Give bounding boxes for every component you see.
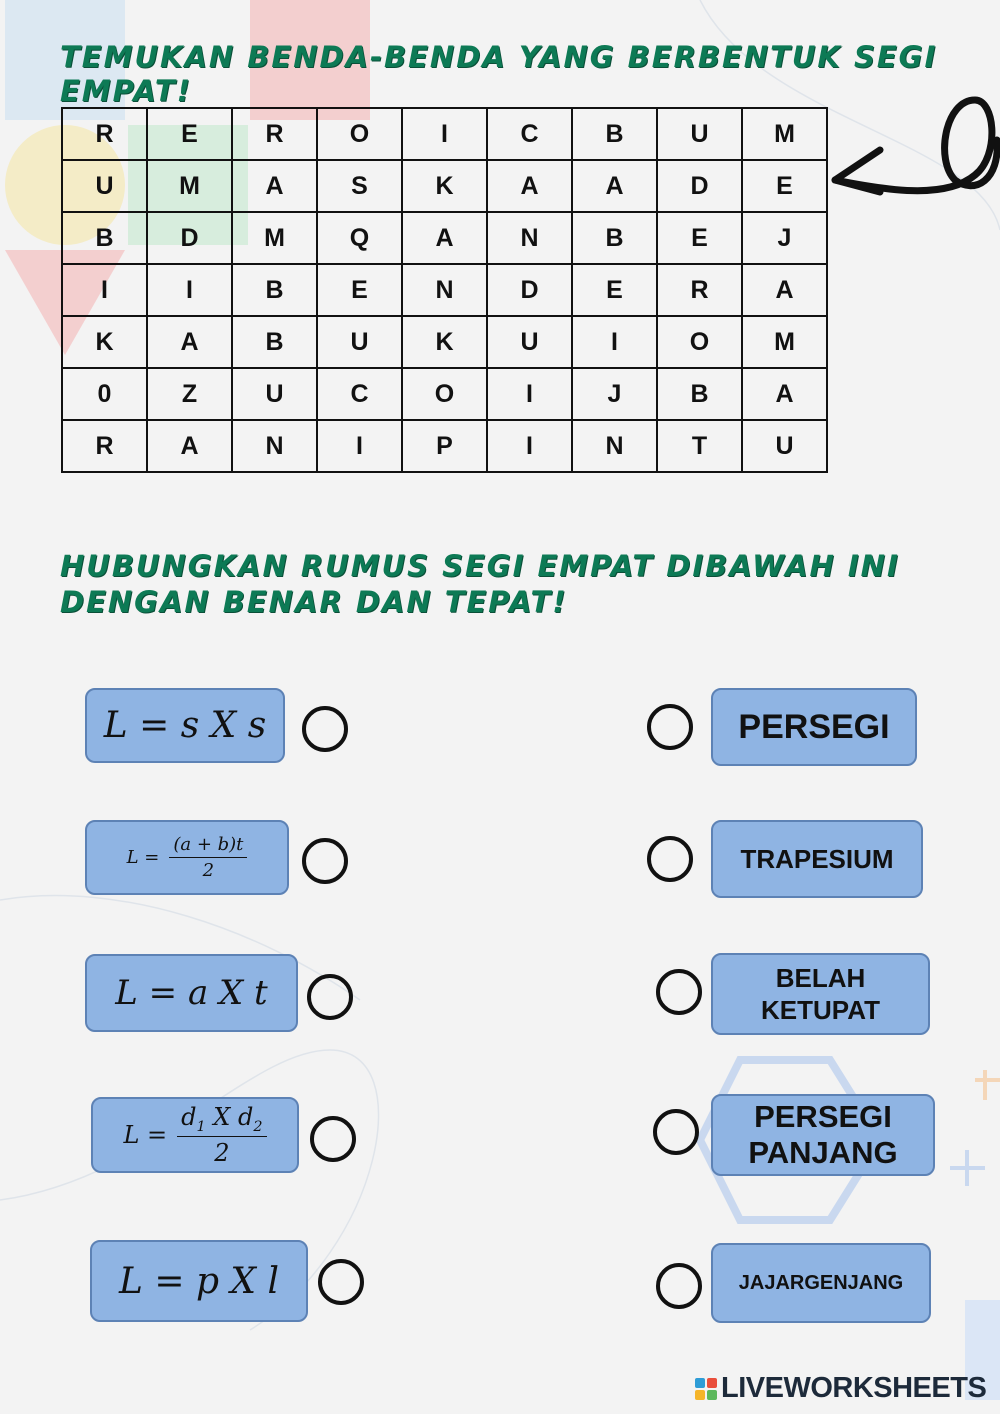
match-point-right-3[interactable] — [656, 969, 702, 1015]
grid-cell[interactable]: E — [657, 212, 742, 264]
shape-label-line-2: PANJANG — [748, 1135, 898, 1170]
grid-row — [62, 160, 827, 212]
grid-cell[interactable]: I — [317, 420, 402, 472]
grid-cell[interactable]: U — [317, 316, 402, 368]
grid-cell[interactable]: B — [232, 264, 317, 316]
grid-cell[interactable]: R — [232, 108, 317, 160]
formula-box-5 — [90, 1240, 308, 1322]
grid-cell[interactable]: B — [572, 108, 657, 160]
grid-cell[interactable]: D — [147, 212, 232, 264]
grid-cell[interactable]: M — [232, 212, 317, 264]
grid-cell[interactable]: R — [62, 420, 147, 472]
grid-cell[interactable]: S — [317, 160, 402, 212]
formula-box-1 — [85, 688, 285, 763]
grid-cell[interactable]: D — [487, 264, 572, 316]
grid-cell[interactable]: E — [742, 160, 827, 212]
grid-cell[interactable]: A — [742, 368, 827, 420]
grid-cell[interactable]: O — [317, 108, 402, 160]
formula-text: L = a X t — [115, 973, 268, 1013]
shape-box-persegi-panjang — [711, 1094, 935, 1176]
grid-cell[interactable]: A — [402, 212, 487, 264]
formula-numerator: (a + b)t — [169, 834, 247, 858]
match-point-right-5[interactable] — [656, 1263, 702, 1309]
shape-label-line-1: PERSEGI — [754, 1099, 892, 1134]
formula-box-2 — [85, 820, 289, 895]
grid-cell[interactable]: R — [62, 108, 147, 160]
match-point-left-1[interactable] — [302, 706, 348, 752]
grid-cell[interactable]: P — [402, 420, 487, 472]
formula-text: L = p X l — [118, 1260, 280, 1302]
grid-cell[interactable]: N — [232, 420, 317, 472]
grid-cell[interactable]: M — [742, 108, 827, 160]
grid-cell[interactable]: E — [317, 264, 402, 316]
grid-row — [62, 108, 827, 160]
grid-cell[interactable]: N — [572, 420, 657, 472]
grid-cell[interactable]: I — [487, 368, 572, 420]
grid-cell[interactable]: A — [742, 264, 827, 316]
grid-cell[interactable]: M — [742, 316, 827, 368]
liveworksheets-logo — [695, 1372, 986, 1405]
shape-box-jajargenjang — [711, 1243, 931, 1323]
grid-cell[interactable]: U — [62, 160, 147, 212]
formula-fraction — [169, 834, 247, 881]
grid-cell[interactable]: K — [402, 160, 487, 212]
grid-cell[interactable]: B — [572, 212, 657, 264]
match-point-left-5[interactable] — [318, 1259, 364, 1305]
shape-box-persegi — [711, 688, 917, 766]
word-search-grid — [61, 107, 828, 473]
grid-row — [62, 212, 827, 264]
grid-cell[interactable]: 0 — [62, 368, 147, 420]
grid-cell[interactable]: N — [402, 264, 487, 316]
formula-lhs: L = — [126, 847, 160, 868]
grid-cell[interactable]: J — [742, 212, 827, 264]
grid-cell[interactable]: I — [487, 420, 572, 472]
match-point-left-2[interactable] — [302, 838, 348, 884]
shape-box-trapesium — [711, 820, 923, 898]
page-title-matching: HUBUNGKAN RUMUS SEGI EMPAT DIBAWAH INI DENGAN BENAR DAN TEPAT! — [60, 549, 900, 619]
match-point-right-4[interactable] — [653, 1109, 699, 1155]
grid-cell[interactable]: A — [232, 160, 317, 212]
match-point-right-2[interactable] — [647, 836, 693, 882]
grid-cell[interactable]: U — [232, 368, 317, 420]
grid-cell[interactable]: A — [487, 160, 572, 212]
shape-label-line-1: BELAH — [775, 963, 866, 993]
grid-cell[interactable]: K — [402, 316, 487, 368]
grid-cell[interactable]: M — [147, 160, 232, 212]
grid-cell[interactable]: N — [487, 212, 572, 264]
grid-cell[interactable]: O — [657, 316, 742, 368]
grid-cell[interactable]: U — [657, 108, 742, 160]
grid-cell[interactable]: I — [572, 316, 657, 368]
grid-cell[interactable]: E — [147, 108, 232, 160]
formula-fraction — [177, 1103, 266, 1168]
formula-text: L = s X s — [103, 705, 267, 746]
shape-label: TRAPESIUM — [740, 843, 894, 874]
shape-label: PERSEGI — [738, 707, 890, 746]
grid-cell[interactable]: Z — [147, 368, 232, 420]
grid-cell[interactable]: U — [487, 316, 572, 368]
grid-cell[interactable]: R — [657, 264, 742, 316]
grid-cell[interactable]: A — [147, 420, 232, 472]
grid-cell[interactable]: D — [657, 160, 742, 212]
formula-denominator: 2 — [214, 1139, 230, 1168]
grid-cell[interactable]: A — [147, 316, 232, 368]
grid-cell[interactable]: I — [402, 108, 487, 160]
shape-label: JAJARGENJANG — [738, 1271, 904, 1294]
shape-box-belah-ketupat — [711, 953, 930, 1035]
grid-cell[interactable]: O — [402, 368, 487, 420]
grid-cell[interactable]: I — [147, 264, 232, 316]
formula-box-4 — [91, 1097, 299, 1173]
liveworksheets-logo-text: LIVEWORKSHEETS — [721, 1372, 987, 1404]
shape-label-line-2: KETUPAT — [761, 995, 880, 1025]
formula-numerator: $d_1$ X $d_2$ — [177, 1103, 266, 1138]
grid-cell[interactable]: E — [572, 264, 657, 316]
match-point-left-4[interactable] — [310, 1116, 356, 1162]
grid-cell[interactable]: B — [62, 212, 147, 264]
grid-row — [62, 316, 827, 368]
grid-row — [62, 264, 827, 316]
grid-row — [62, 368, 827, 420]
grid-cell[interactable]: J — [572, 368, 657, 420]
grid-cell[interactable]: U — [742, 420, 827, 472]
page-title-word-search: TEMUKAN BENDA-BENDA YANG BERBENTUK SEGI EMPAT! — [60, 40, 938, 108]
grid-cell[interactable]: A — [572, 160, 657, 212]
match-point-right-1[interactable] — [647, 704, 693, 750]
grid-cell[interactable]: C — [487, 108, 572, 160]
formula-denominator: 2 — [202, 860, 215, 881]
formula-lhs: L = — [123, 1121, 168, 1149]
grid-cell[interactable]: K — [62, 316, 147, 368]
grid-cell[interactable]: B — [657, 368, 742, 420]
formula-box-3 — [85, 954, 298, 1032]
match-point-left-3[interactable] — [307, 974, 353, 1020]
grid-cell[interactable]: I — [62, 264, 147, 316]
grid-cell[interactable]: C — [317, 368, 402, 420]
liveworksheets-logo-icon — [695, 1378, 717, 1400]
grid-cell[interactable]: Q — [317, 212, 402, 264]
grid-row — [62, 420, 827, 472]
grid-cell[interactable]: T — [657, 420, 742, 472]
grid-cell[interactable]: B — [232, 316, 317, 368]
